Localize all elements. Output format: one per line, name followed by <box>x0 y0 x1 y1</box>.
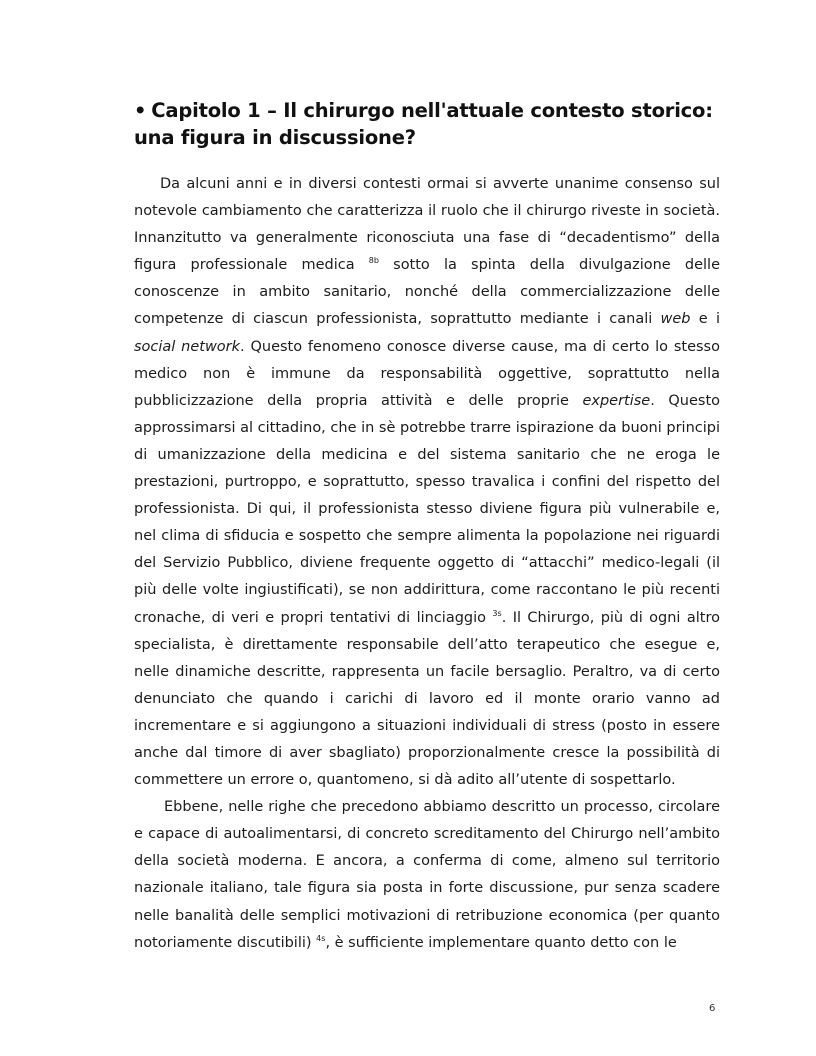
footnote-ref-3s: 3s <box>492 608 502 618</box>
chapter-title-line-2: una figura in discussione? <box>134 126 416 149</box>
paragraph-1-text-4: . Questo fenomeno conosce diverse cause, ma di certo lo stesso medico non è immune da responsabilità oggettive, soprattutto nella pubblicizzazione della propria attività e delle proprie <box>134 338 720 409</box>
paragraph-1-text-6: . Il Chirurgo, più di ogni altro specialista, è direttamente responsabile dell’atto terapeutico che esegue e, nelle dinamiche descritte, rappresenta un facile bersaglio. Peraltro, va di certo denunciato che quando i carichi di lavoro ed il monte orario vanno ad incrementare e si aggiungono a situazioni individuali di stress (posto in essere anche dal timore di aver sbagliato) proporzionalmente cresce la possibilità di commettere un errore o, quantomeno, si dà adito all’utente di sospettarlo. <box>134 609 720 789</box>
chapter-heading-line-1 <box>134 97 734 124</box>
paragraph-2 <box>134 794 720 957</box>
paragraph-2-text-1: Ebbene, nelle righe che precedono abbiamo descritto un processo, circolare e capace di autoalimentarsi, di concreto screditamento del Chirurgo nell’ambito della società moderna. E ancora, a conferma di come, almeno sul territorio nazionale italiano, tale figura sia posta in forte discussione, pur senza scadere nelle banalità delle semplici motivazioni di retribuzione economica (per quanto notoriamente discutibili) <box>134 799 720 951</box>
paragraph-1-text-5: . Questo approssimarsi al cittadino, che in sè potrebbe trarre ispirazione da buoni principi di umanizzazione della medicina e del sistema sanitario che ne eroga le prestazioni, purtroppo, e soprattutto, spesso travalica i confini del rispetto del professionista. Di qui, il professionista stesso diviene figura più vulnerabile e, nel clima di sfiducia e sospetto che sempre alimenta la popolazione nei riguardi del Servizio Pubblico, diviene frequente oggetto di “attacchi” medico-legali (il più delle volte ingiustificati), se non addirittura, come raccontano le più recenti cronache, di veri e propri tentativi di linciaggio <box>134 392 721 626</box>
page-number: 6 <box>709 1003 716 1014</box>
paragraph-1-text-2: sotto la spinta della divulgazione delle conoscenze in ambito sanitario, nonché della commercializzazione delle competenze di ciascun professionista, soprattutto mediante i canali <box>134 257 721 328</box>
chapter-heading <box>134 97 734 151</box>
paragraph-2-text-2: , è sufficiente implementare quanto detto con le <box>325 934 677 951</box>
italic-expertise: expertise <box>582 392 651 409</box>
italic-social-network: social network <box>134 338 241 355</box>
bullet-icon: • <box>134 99 147 122</box>
footnote-ref-4s: 4s <box>316 933 326 943</box>
footnote-ref-8b: 8b <box>368 256 379 266</box>
body-text <box>134 171 720 957</box>
paragraph-1-text-3: e i <box>690 311 720 328</box>
italic-web: web <box>660 311 691 328</box>
paragraph-1 <box>134 171 720 794</box>
chapter-title-line-1: Capitolo 1 – Il chirurgo nell'attuale contesto storico: <box>151 99 713 122</box>
paragraph-1-text-1: Da alcuni anni e in diversi contesti ormai si avverte unanime consenso sul notevole cambiamento che caratterizza il ruolo che il chirurgo riveste in società. Innanzitutto va generalmente riconosciuta una fase di “decadentismo” della figura professionale medica <box>134 176 720 274</box>
